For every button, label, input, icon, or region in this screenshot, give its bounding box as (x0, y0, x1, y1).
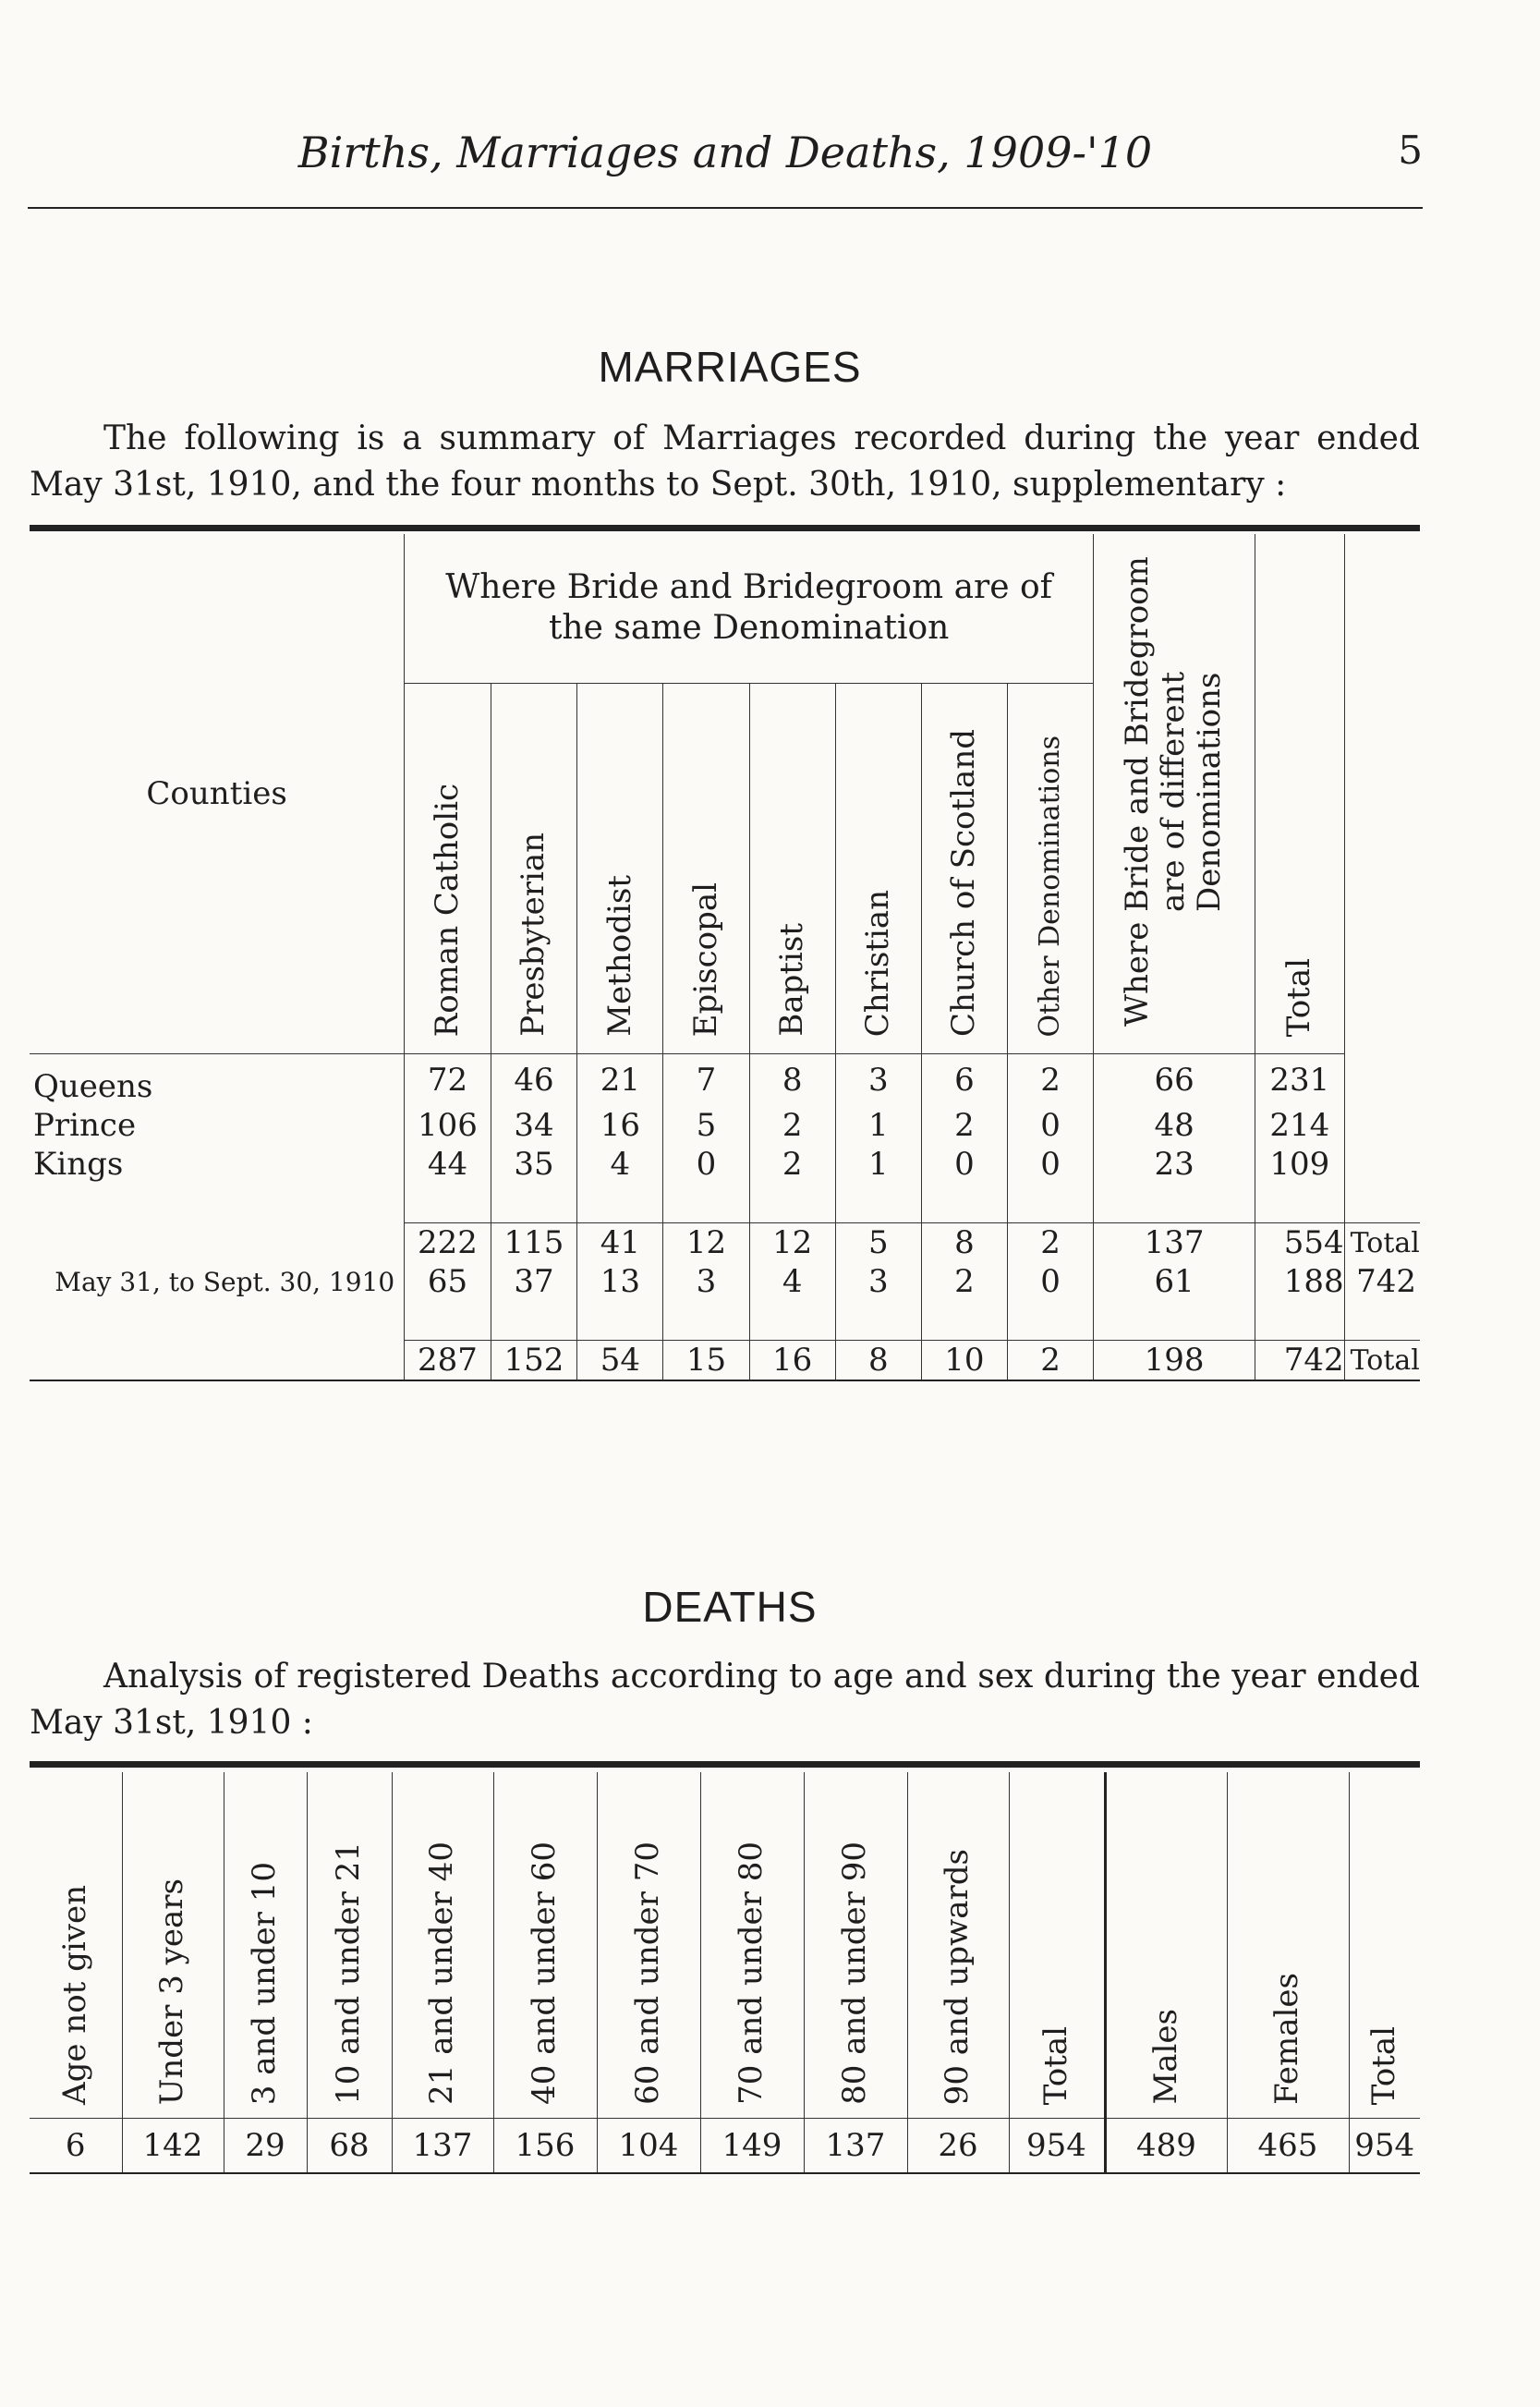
page-number: 5 (1398, 128, 1423, 173)
cell: 954 (1009, 2119, 1105, 2174)
cell: 13 (577, 1262, 663, 1301)
same-denomination-header: Where Bride and Bridegroom are of the same Denomination (405, 534, 1094, 683)
cell: 137 (1094, 1223, 1255, 1263)
cell: 3 (835, 1054, 921, 1107)
cell: 65 (405, 1262, 491, 1301)
table-row-kings (30, 1145, 1420, 1184)
running-header (28, 118, 1423, 209)
denomination-header-church-of-scotland: Church of Scotland (921, 683, 1007, 1053)
table-spacer-row (30, 1184, 1420, 1223)
denomination-header-roman-catholic: Roman Catholic (405, 683, 491, 1053)
cell: 46 (491, 1054, 577, 1107)
cell: 12 (749, 1223, 835, 1263)
cell: 4 (577, 1145, 663, 1184)
deaths-top-rule (30, 1761, 1420, 1768)
cell: 2 (1008, 1054, 1094, 1107)
table-row-prince (30, 1106, 1420, 1145)
marriages-intro: The following is a summary of Marriages recorded during the year ended May 31st, 1910, and the four months to Sept. 30th, 1910, supplementary : (30, 419, 1420, 504)
death-header-age-not-given: Age not given (56, 1885, 94, 2105)
county-name: Prince (33, 1107, 137, 1144)
denomination-header-baptist: Baptist (749, 683, 835, 1053)
grand-total-label: Total (1344, 1341, 1420, 1381)
cell: 465 (1227, 2119, 1349, 2174)
cell: 66 (1094, 1054, 1255, 1107)
cell: 489 (1105, 2119, 1227, 2174)
denomination-header-presbyterian: Presbyterian (491, 683, 577, 1053)
death-header-80-90: 80 and under 90 (804, 1772, 907, 2119)
marriages-side-column (1344, 534, 1420, 1054)
counties-header: Counties (30, 534, 405, 1054)
cell: 142 (122, 2119, 224, 2174)
death-header-total: Total (1009, 1772, 1105, 2119)
table-row-deaths (30, 2119, 1420, 2174)
cell: 6 (30, 2119, 122, 2174)
death-header-males: Males (1105, 1772, 1227, 2119)
cell: 8 (921, 1223, 1007, 1263)
marriages-heading: MARRIAGES (598, 343, 862, 391)
cell: 44 (405, 1145, 491, 1184)
cell: 29 (224, 2119, 307, 2174)
death-header-10-21: 10 and under 21 (307, 1772, 392, 2119)
deaths-intro: Analysis of registered Deaths according to age and sex during the year ended May 31st, 1910 : (30, 1658, 1420, 1742)
death-header-40-60: 40 and under 60 (493, 1772, 597, 2119)
death-header-60-70: 60 and under 70 (597, 1772, 700, 2119)
cell: 2 (1008, 1223, 1094, 1263)
death-header-90-up: 90 and upwards (907, 1772, 1009, 2119)
cell: 0 (1008, 1262, 1094, 1301)
cell: 61 (1094, 1262, 1255, 1301)
cell: 1 (835, 1145, 921, 1184)
death-header-sex-total: Total (1349, 1772, 1420, 2119)
cell: 742 (1255, 1341, 1344, 1381)
table-row-queens (30, 1054, 1420, 1107)
cell: 4 (749, 1262, 835, 1301)
marriages-top-rule (30, 525, 1420, 531)
cell: 152 (491, 1341, 577, 1381)
side-cell (1344, 1106, 1420, 1145)
cell: 104 (597, 2119, 700, 2174)
cell: 7 (663, 1054, 749, 1107)
different-denomination-header: Where Bride and Bridegroom are of different Denominations (1094, 534, 1255, 1054)
deaths-heading: DEATHS (642, 1583, 818, 1631)
death-header-21-40: 21 and under 40 (392, 1772, 493, 2119)
county-name: Queens (33, 1068, 153, 1105)
cell: 0 (921, 1145, 1007, 1184)
cell: 26 (907, 2119, 1009, 2174)
subtotal-label: Total (1344, 1223, 1420, 1263)
county-name: Kings (33, 1146, 124, 1183)
cell: 109 (1255, 1145, 1344, 1184)
table-row-supplementary (30, 1262, 1420, 1301)
cell: 188 (1255, 1262, 1344, 1301)
cell: 2 (921, 1262, 1007, 1301)
cell: 48 (1094, 1106, 1255, 1145)
cell: 149 (700, 2119, 804, 2174)
cell: 106 (405, 1106, 491, 1145)
supplementary-label: May 31, to Sept. 30, 1910 (55, 1266, 395, 1297)
cell: 72 (405, 1054, 491, 1107)
denomination-header-christian: Christian (835, 683, 921, 1053)
death-header-females: Females (1227, 1772, 1349, 2119)
supplementary-side-total: 742 (1344, 1262, 1420, 1301)
death-header-under-3: Under 3 years (122, 1772, 224, 2119)
cell: 954 (1349, 2119, 1420, 2174)
cell: 6 (921, 1054, 1007, 1107)
side-cell (1344, 1054, 1420, 1107)
cell: 41 (577, 1223, 663, 1263)
cell: 21 (577, 1054, 663, 1107)
cell: 16 (749, 1341, 835, 1381)
cell: 5 (663, 1106, 749, 1145)
cell: 115 (491, 1223, 577, 1263)
death-header-3-10: 3 and under 10 (224, 1772, 307, 2119)
death-header-70-80: 70 and under 80 (700, 1772, 804, 2119)
marriages-total-header: Total (1255, 534, 1344, 1054)
marriages-table (30, 534, 1420, 1381)
cell: 231 (1255, 1054, 1344, 1107)
denomination-header-other: Other Denominations (1008, 683, 1094, 1053)
cell: 35 (491, 1145, 577, 1184)
cell: 0 (663, 1145, 749, 1184)
cell: 15 (663, 1341, 749, 1381)
table-row-grand-total (30, 1341, 1420, 1381)
cell: 2 (749, 1106, 835, 1145)
denomination-header-episcopal: Episcopal (663, 683, 749, 1053)
cell: 0 (1008, 1145, 1094, 1184)
cell: 8 (835, 1341, 921, 1381)
cell: 34 (491, 1106, 577, 1145)
cell: 68 (307, 2119, 392, 2174)
cell: 54 (577, 1341, 663, 1381)
cell: 2 (1008, 1341, 1094, 1381)
cell: 37 (491, 1262, 577, 1301)
denomination-header-methodist: Methodist (577, 683, 663, 1053)
cell: 554 (1255, 1223, 1344, 1263)
running-title: Births, Marriages and Deaths, 1909-'10 (297, 128, 1153, 177)
cell: 3 (835, 1262, 921, 1301)
table-row-subtotal (30, 1223, 1420, 1263)
cell: 0 (1008, 1106, 1094, 1145)
cell: 214 (1255, 1106, 1344, 1145)
table-spacer-row (30, 1301, 1420, 1341)
cell: 2 (749, 1145, 835, 1184)
cell: 156 (493, 2119, 597, 2174)
cell: 2 (921, 1106, 1007, 1145)
cell: 5 (835, 1223, 921, 1263)
cell: 12 (663, 1223, 749, 1263)
cell: 1 (835, 1106, 921, 1145)
cell: 10 (921, 1341, 1007, 1381)
side-cell (1344, 1145, 1420, 1184)
cell: 287 (405, 1341, 491, 1381)
cell: 23 (1094, 1145, 1255, 1184)
cell: 3 (663, 1262, 749, 1301)
cell: 137 (392, 2119, 493, 2174)
cell: 8 (749, 1054, 835, 1107)
cell: 198 (1094, 1341, 1255, 1381)
deaths-table (30, 1772, 1420, 2174)
cell: 222 (405, 1223, 491, 1263)
cell: 16 (577, 1106, 663, 1145)
cell: 137 (804, 2119, 907, 2174)
